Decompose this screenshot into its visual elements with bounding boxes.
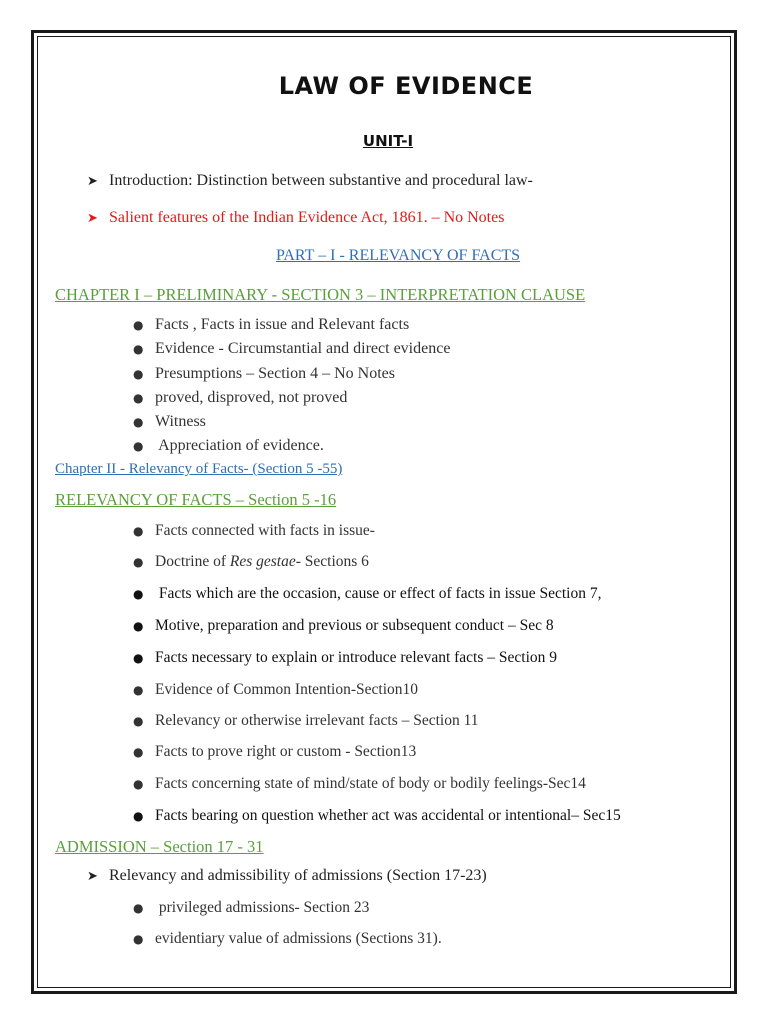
bullet-icon: ● <box>133 745 144 759</box>
list-item <box>133 413 206 431</box>
list-item-italic-text: Res gestae <box>229 553 296 570</box>
list-item <box>133 365 395 383</box>
intro-item-text: Salient features of the Indian Evidence Act, 1861. – No Notes <box>109 209 505 226</box>
bullet-icon: ● <box>133 391 144 405</box>
list-item <box>133 585 601 603</box>
list-item-text: - Sections 6 <box>295 553 369 570</box>
list-item-text: Facts concerning state of mind/state of body or bodily feelings-Sec14 <box>155 775 586 792</box>
bullet-icon: ● <box>133 318 144 332</box>
bullet-icon: ● <box>133 809 144 823</box>
bullet-icon: ● <box>133 932 144 946</box>
list-item-text: Doctrine of <box>155 553 230 570</box>
bullet-icon: ● <box>133 524 144 538</box>
list-item-text: Facts to prove right or custom - Section13 <box>155 743 417 760</box>
list-item-text: Facts which are the occasion, cause or effect of facts in issue Section 7, <box>155 585 602 602</box>
list-item <box>133 553 369 571</box>
admission-heading: ADMISSION – Section 17 - 31 <box>55 837 264 856</box>
bullet-icon: ● <box>133 342 144 356</box>
list-item-text: Relevancy or otherwise irrelevant facts – Section 11 <box>155 712 479 729</box>
chapter2-heading: Chapter II - Relevancy of Facts- (Section 5 -55) <box>55 461 343 477</box>
chapter1-heading: CHAPTER I – PRELIMINARY - SECTION 3 – INTERPRETATION CLAUSE <box>55 285 586 304</box>
list-item-text: Presumptions – Section 4 – No Notes <box>155 365 395 382</box>
intro-item <box>87 209 504 227</box>
arrow-bullet-icon: ➤ <box>87 869 98 884</box>
list-item-text: Facts connected with facts in issue- <box>155 522 375 539</box>
admission-arrow-item-text: Relevancy and admissibility of admissions (Section 17-23) <box>109 867 487 884</box>
list-item-text: Motive, preparation and previous or subsequent conduct – Sec 8 <box>155 617 554 634</box>
list-item <box>133 316 409 334</box>
list-item <box>133 522 375 540</box>
list-item-text: Evidence of Common Intention-Section10 <box>155 681 419 698</box>
bullet-icon: ● <box>133 439 144 453</box>
list-item-text: Facts , Facts in issue and Relevant facts <box>155 316 410 333</box>
bullet-icon: ● <box>133 651 144 665</box>
list-item <box>133 899 369 917</box>
bullet-icon: ● <box>133 683 144 697</box>
bullet-icon: ● <box>133 555 144 569</box>
list-item <box>133 681 418 699</box>
bullet-icon: ● <box>133 714 144 728</box>
arrow-bullet-icon: ➤ <box>87 174 98 189</box>
list-item <box>133 775 586 793</box>
relevancy-heading: RELEVANCY OF FACTS – Section 5 -16 <box>55 490 337 509</box>
bullet-icon: ● <box>133 415 144 429</box>
list-item-text: proved, disproved, not proved <box>155 389 348 406</box>
bullet-icon: ● <box>133 367 144 381</box>
arrow-bullet-icon: ➤ <box>87 211 98 226</box>
list-item-text: privileged admissions- Section 23 <box>155 899 370 916</box>
list-item-text: evidentiary value of admissions (Sections 31). <box>155 930 442 947</box>
list-item <box>133 649 557 667</box>
list-item-text: Facts necessary to explain or introduce relevant facts – Section 9 <box>155 649 558 666</box>
list-item <box>133 807 621 825</box>
list-item-text: Witness <box>155 413 206 430</box>
list-item <box>133 437 324 455</box>
list-item-text: Evidence - Circumstantial and direct evidence <box>155 340 451 357</box>
document-title: LAW OF EVIDENCE <box>278 72 534 100</box>
part-heading: PART – I - RELEVANCY OF FACTS <box>275 247 521 264</box>
bullet-icon: ● <box>133 587 144 601</box>
bullet-icon: ● <box>133 619 144 633</box>
list-item-text: Facts bearing on question whether act was accidental or intentional– Sec15 <box>155 807 621 824</box>
list-item-text: Appreciation of evidence. <box>155 437 324 454</box>
unit-heading: UNIT-I <box>362 132 414 150</box>
bullet-icon: ● <box>133 901 144 915</box>
intro-item <box>87 172 533 190</box>
list-item <box>133 712 479 730</box>
intro-item-text: Introduction: Distinction between substantive and procedural law- <box>109 172 533 189</box>
list-item <box>133 617 554 635</box>
list-item <box>133 340 450 358</box>
list-item <box>133 743 416 761</box>
list-item <box>133 930 442 948</box>
admission-arrow-item <box>87 867 487 885</box>
list-item <box>133 389 347 407</box>
bullet-icon: ● <box>133 777 144 791</box>
